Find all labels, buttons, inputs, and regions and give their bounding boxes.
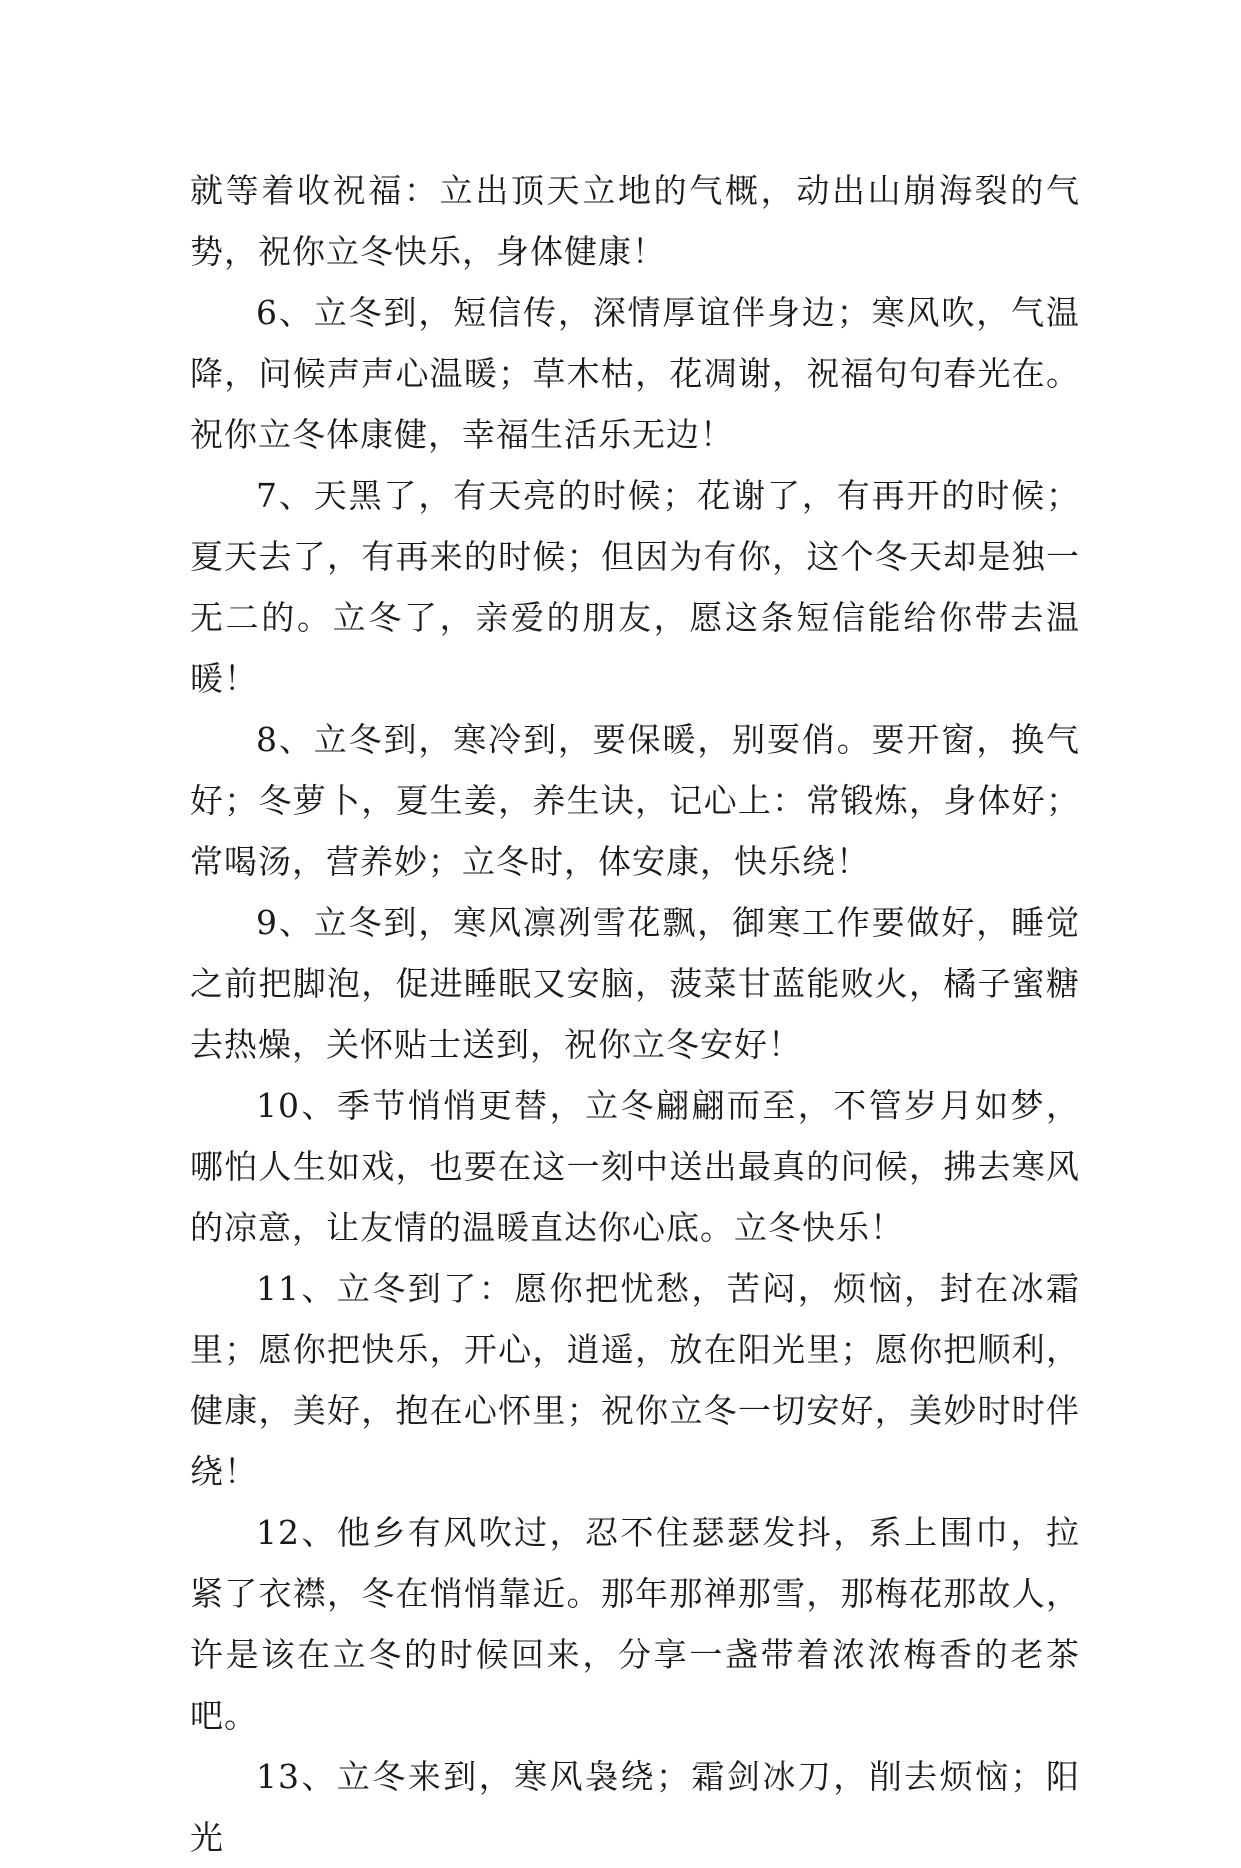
paragraph-12: 12、他乡有风吹过，忍不住瑟瑟发抖，系上围巾，拉紧了衣襟，冬在悄悄靠近。那年那禅那雪，那梅花那故人，许是该在立冬的时候回来，分享一盏带着浓浓梅香的老茶吧。 — [190, 1513, 1080, 1735]
paragraph-9: 9、立冬到，寒风凛冽雪花飘，御寒工作要做好，睡觉之前把脚泡，促进睡眠又安脑，菠菜甘蓝能败火，橘子蜜糖去热燥，关怀贴士送到，祝你立冬安好！ — [190, 903, 1080, 1064]
paragraph-13: 13、立冬来到，寒风袅绕；霜剑冰刀，削去烦恼；阳光 — [190, 1757, 1080, 1857]
paragraph-continuation: 就等着收祝福：立出顶天立地的气概，动出山崩海裂的气势，祝你立冬快乐，身体健康！ — [190, 171, 1080, 271]
paragraph-11: 11、立冬到了：愿你把忧愁，苦闷，烦恼，封在冰霜里；愿你把快乐，开心，逍遥，放在阳光里；愿你把顺利，健康，美好，抱在心怀里；祝你立冬一切安好，美妙时时伴绕！ — [190, 1269, 1080, 1491]
paragraph-8: 8、立冬到，寒冷到，要保暖，别耍俏。要开窗，换气好；冬萝卜，夏生姜，养生诀，记心上：常锻炼，身体好；常喝汤，营养妙；立冬时，体安康，快乐绕！ — [190, 720, 1080, 881]
document-body — [190, 160, 1080, 1868]
paragraph-7: 7、天黑了，有天亮的时候；花谢了，有再开的时候；夏天去了，有再来的时候；但因为有你，这个冬天却是独一无二的。立冬了，亲爱的朋友，愿这条短信能给你带去温暖！ — [190, 476, 1080, 698]
paragraph-10: 10、季节悄悄更替，立冬翩翩而至，不管岁月如梦，哪怕人生如戏，也要在这一刻中送出最真的问候，拂去寒风的凉意，让友情的温暖直达你心底。立冬快乐！ — [190, 1086, 1080, 1247]
paragraph-6: 6、立冬到，短信传，深情厚谊伴身边；寒风吹，气温降，问候声声心温暖；草木枯，花凋谢，祝福句句春光在。祝你立冬体康健，幸福生活乐无边！ — [190, 293, 1080, 454]
